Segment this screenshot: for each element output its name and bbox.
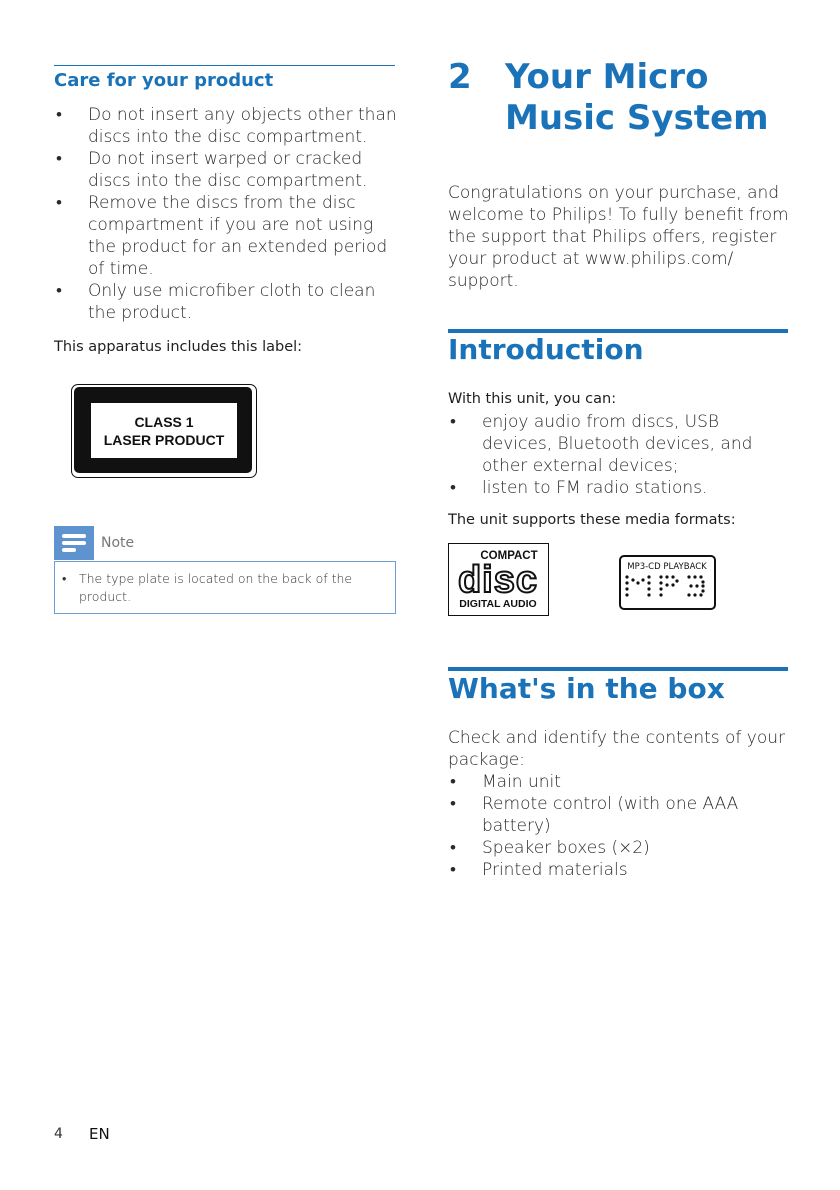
list-item: • The type plate is located on the back of the product. bbox=[62, 570, 394, 606]
mp3-logo-caption: MP3-CD PLAYBACK bbox=[627, 562, 707, 572]
compact-disc-logo bbox=[448, 543, 549, 616]
whats-in-box-title: What's in the box bbox=[448, 672, 725, 705]
page-language: EN bbox=[89, 1125, 110, 1143]
list-item: • Main unit bbox=[448, 771, 793, 793]
formats-caption: The unit supports these media formats: bbox=[448, 512, 736, 528]
care-title-rule bbox=[54, 65, 395, 66]
chapter-intro-paragraph: Congratulations on your purchase, and welcome to Philips! To fully benefit from the support that Philips offers, register your product at www.philips.com/ support. bbox=[448, 183, 789, 291]
laser-label-line2: LASER PRODUCT bbox=[103, 432, 225, 448]
laser-label-line1: CLASS 1 bbox=[134, 414, 194, 430]
list-item: • listen to FM radio stations. bbox=[448, 477, 793, 499]
list-item: • Speaker boxes (×2) bbox=[448, 837, 793, 859]
box-rule bbox=[448, 667, 788, 671]
disc-logo-top-text: COMPACT bbox=[480, 550, 538, 562]
chapter-title bbox=[505, 57, 805, 139]
introduction-title: Introduction bbox=[448, 333, 644, 366]
box-intro-paragraph: Check and identify the contents of your package: bbox=[448, 728, 786, 770]
note-title: Note bbox=[101, 535, 135, 551]
introduction-list bbox=[448, 411, 793, 499]
disc-logo-bottom-text: DIGITAL AUDIO bbox=[459, 598, 537, 610]
list-item: • enjoy audio from discs, USB devices, Bluetooth devices, and other external devices; bbox=[448, 411, 793, 477]
list-item: • Do not insert warped or cracked discs into the disc compartment. bbox=[54, 148, 399, 192]
list-item: • Remote control (with one AAA battery) bbox=[448, 793, 793, 837]
list-item: • Do not insert any objects other than discs into the disc compartment. bbox=[54, 104, 399, 148]
with-unit-caption: With this unit, you can: bbox=[448, 391, 617, 407]
box-contents-list bbox=[448, 771, 793, 881]
list-item: • Only use microfiber cloth to clean the product. bbox=[54, 280, 399, 324]
chapter-number: 2 bbox=[448, 57, 472, 97]
note-list bbox=[62, 570, 394, 606]
label-caption: This apparatus includes this label: bbox=[54, 339, 303, 355]
page-number: 4 bbox=[54, 1126, 63, 1142]
care-list bbox=[54, 104, 399, 324]
mp3-dot-matrix-icon bbox=[625, 575, 704, 596]
mp3-cd-playback-logo bbox=[619, 555, 716, 610]
disc-logo-word: disc bbox=[457, 559, 539, 601]
list-item: • Remove the discs from the disc compartment if you are not using the product for an extended period of time. bbox=[54, 192, 399, 280]
care-section-title: Care for your product bbox=[54, 70, 274, 91]
note-icon bbox=[54, 526, 94, 560]
laser-product-label bbox=[91, 403, 237, 458]
list-item: • Printed materials bbox=[448, 859, 793, 881]
chapter-title-line1: Your Micro bbox=[505, 57, 709, 97]
chapter-title-line2: Music System bbox=[505, 98, 769, 138]
